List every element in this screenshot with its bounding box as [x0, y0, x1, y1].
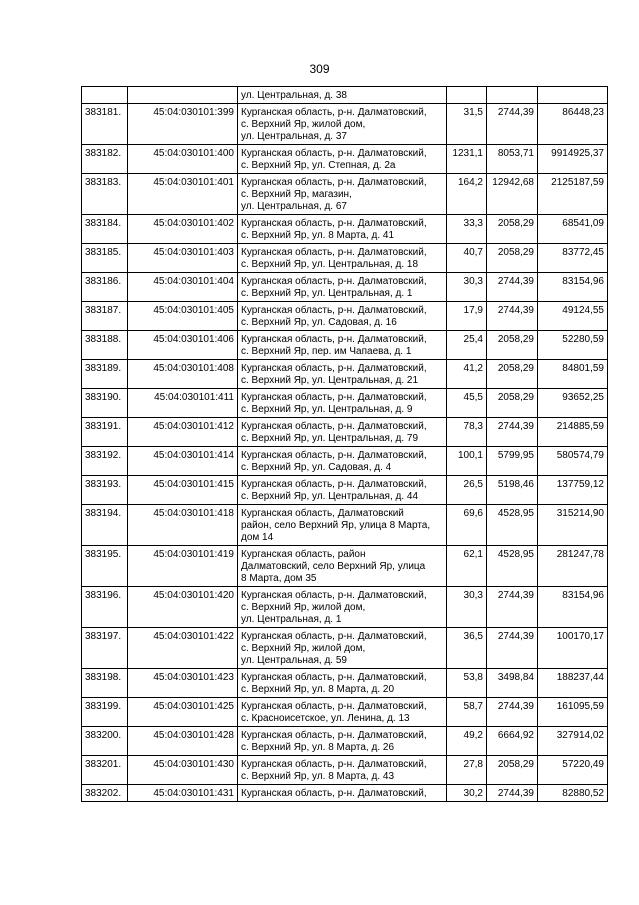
table-row — [82, 587, 608, 628]
cadastral-number-cell: 45:04:030101:418 — [128, 505, 238, 546]
unit-price-cell: 5799,95 — [487, 447, 538, 476]
cadastral-value-cell: 83154,96 — [538, 587, 608, 628]
cadastral-value-cell: 188237,44 — [538, 669, 608, 698]
unit-price-cell: 6664,92 — [487, 727, 538, 756]
cadastral-number-cell: 45:04:030101:414 — [128, 447, 238, 476]
row-number-cell: 383188. — [82, 331, 128, 360]
address-cell: Курганская область, р-н. Далматовский, с. Верхний Яр, магазин, ул. Центральная, д. 67 — [238, 174, 447, 215]
area-cell: 27,8 — [447, 756, 487, 785]
row-number-cell: 383181. — [82, 104, 128, 145]
unit-price-cell: 2744,39 — [487, 698, 538, 727]
unit-price-cell: 3498,84 — [487, 669, 538, 698]
address-cell: Курганская область, р-н. Далматовский, с. Верхний Яр, ул. Садовая, д. 16 — [238, 302, 447, 331]
cadastral-value-cell: 281247,78 — [538, 546, 608, 587]
cadastral-number-cell: 45:04:030101:412 — [128, 418, 238, 447]
row-number-cell: 383197. — [82, 628, 128, 669]
unit-price-cell: 8053,71 — [487, 145, 538, 174]
cadastral-number-cell: 45:04:030101:400 — [128, 145, 238, 174]
cadastral-value-cell: 327914,02 — [538, 727, 608, 756]
row-number-cell: 383190. — [82, 389, 128, 418]
area-cell: 30,2 — [447, 785, 487, 802]
cadastral-value-cell: 86448,23 — [538, 104, 608, 145]
area-cell: 41,2 — [447, 360, 487, 389]
row-number-cell: 383186. — [82, 273, 128, 302]
address-cell: Курганская область, р-н. Далматовский, с. Верхний Яр, ул. 8 Марта, д. 43 — [238, 756, 447, 785]
table-row — [82, 727, 608, 756]
cadastral-value-cell: 49124,55 — [538, 302, 608, 331]
cadastral-number-cell: 45:04:030101:423 — [128, 669, 238, 698]
unit-price-cell: 2058,29 — [487, 360, 538, 389]
cadastral-number-cell: 45:04:030101:428 — [128, 727, 238, 756]
table-row — [82, 174, 608, 215]
row-number-cell: 383200. — [82, 727, 128, 756]
address-cell: Курганская область, р-н. Далматовский, с. Верхний Яр, ул. Степная, д. 2а — [238, 145, 447, 174]
area-cell: 26,5 — [447, 476, 487, 505]
table-row — [82, 418, 608, 447]
table-row — [82, 546, 608, 587]
address-cell: Курганская область, р-н. Далматовский, с. Верхний Яр, жилой дом, ул. Центральная, д. 1 — [238, 587, 447, 628]
row-number-cell: 383195. — [82, 546, 128, 587]
cadastral-number-cell: 45:04:030101:419 — [128, 546, 238, 587]
table-row — [82, 476, 608, 505]
page-number: 309 — [309, 62, 330, 76]
area-cell: 30,3 — [447, 587, 487, 628]
cadastral-value-cell — [538, 87, 608, 104]
table-row — [82, 331, 608, 360]
cadastral-number-cell: 45:04:030101:406 — [128, 331, 238, 360]
table-row — [82, 447, 608, 476]
address-cell: Курганская область, Далматовский район, село Верхний Яр, улица 8 Марта, дом 14 — [238, 505, 447, 546]
area-cell: 31,5 — [447, 104, 487, 145]
unit-price-cell: 2058,29 — [487, 331, 538, 360]
area-cell: 62,1 — [447, 546, 487, 587]
address-cell: Курганская область, р-н. Далматовский, с. Верхний Яр, ул. Центральная, д. 18 — [238, 244, 447, 273]
table-body — [82, 87, 608, 802]
table-row — [82, 669, 608, 698]
area-cell: 36,5 — [447, 628, 487, 669]
unit-price-cell: 2744,39 — [487, 418, 538, 447]
cadastral-value-cell: 315214,90 — [538, 505, 608, 546]
unit-price-cell: 2058,29 — [487, 389, 538, 418]
area-cell: 58,7 — [447, 698, 487, 727]
table-row — [82, 628, 608, 669]
unit-price-cell: 2744,39 — [487, 273, 538, 302]
area-cell: 40,7 — [447, 244, 487, 273]
address-cell: Курганская область, р-н. Далматовский, с. Верхний Яр, ул. Центральная, д. 9 — [238, 389, 447, 418]
area-cell: 25,4 — [447, 331, 487, 360]
area-cell: 45,5 — [447, 389, 487, 418]
cadastral-value-cell: 83772,45 — [538, 244, 608, 273]
cadastral-number-cell: 45:04:030101:405 — [128, 302, 238, 331]
address-cell: Курганская область, р-н. Далматовский, с. Верхний Яр, ул. Центральная, д. 44 — [238, 476, 447, 505]
cadastral-number-cell: 45:04:030101:401 — [128, 174, 238, 215]
cadastral-value-cell: 57220,49 — [538, 756, 608, 785]
cadastral-value-cell: 83154,96 — [538, 273, 608, 302]
cadastral-value-cell: 93652,25 — [538, 389, 608, 418]
unit-price-cell: 4528,95 — [487, 546, 538, 587]
table-row — [82, 273, 608, 302]
unit-price-cell: 4528,95 — [487, 505, 538, 546]
row-number-cell: 383202. — [82, 785, 128, 802]
row-number-cell: 383198. — [82, 669, 128, 698]
cadastral-value-cell: 161095,59 — [538, 698, 608, 727]
address-cell: Курганская область, р-н. Далматовский, с. Верхний Яр, пер. им Чапаева, д. 1 — [238, 331, 447, 360]
cadastral-value-cell: 68541,09 — [538, 215, 608, 244]
cadastral-number-cell: 45:04:030101:411 — [128, 389, 238, 418]
area-cell: 69,6 — [447, 505, 487, 546]
address-cell: Курганская область, р-н. Далматовский, с. Верхний Яр, ул. Центральная, д. 21 — [238, 360, 447, 389]
cadastral-number-cell: 45:04:030101:422 — [128, 628, 238, 669]
row-number-cell: 383184. — [82, 215, 128, 244]
area-cell — [447, 87, 487, 104]
address-cell: Курганская область, р-н. Далматовский, с. Верхний Яр, ул. Садовая, д. 4 — [238, 447, 447, 476]
address-cell: Курганская область, р-н. Далматовский, с. Верхний Яр, ул. Центральная, д. 79 — [238, 418, 447, 447]
row-number-cell: 383199. — [82, 698, 128, 727]
area-cell: 49,2 — [447, 727, 487, 756]
table-row — [82, 360, 608, 389]
cadastral-value-cell: 100170,17 — [538, 628, 608, 669]
table-row — [82, 698, 608, 727]
table-row — [82, 244, 608, 273]
row-number-cell — [82, 87, 128, 104]
cadastral-number-cell: 45:04:030101:408 — [128, 360, 238, 389]
row-number-cell: 383189. — [82, 360, 128, 389]
area-cell: 100,1 — [447, 447, 487, 476]
cadastral-value-cell: 2125187,59 — [538, 174, 608, 215]
cadastral-number-cell — [128, 87, 238, 104]
row-number-cell: 383192. — [82, 447, 128, 476]
address-cell: ул. Центральная, д. 38 — [238, 87, 447, 104]
row-number-cell: 383196. — [82, 587, 128, 628]
row-number-cell: 383183. — [82, 174, 128, 215]
cadastral-number-cell: 45:04:030101:430 — [128, 756, 238, 785]
address-cell: Курганская область, р-н. Далматовский, с. Верхний Яр, ул. 8 Марта, д. 26 — [238, 727, 447, 756]
area-cell: 53,8 — [447, 669, 487, 698]
area-cell: 30,3 — [447, 273, 487, 302]
row-number-cell: 383194. — [82, 505, 128, 546]
area-cell: 33,3 — [447, 215, 487, 244]
cadastral-number-cell: 45:04:030101:431 — [128, 785, 238, 802]
row-number-cell: 383187. — [82, 302, 128, 331]
address-cell: Курганская область, р-н. Далматовский, с. Верхний Яр, ул. Центральная, д. 1 — [238, 273, 447, 302]
address-cell: Курганская область, р-н. Далматовский, — [238, 785, 447, 802]
cadastral-value-cell: 214885,59 — [538, 418, 608, 447]
table-row — [82, 505, 608, 546]
address-cell: Курганская область, р-н. Далматовский, с. Верхний Яр, ул. 8 Марта, д. 41 — [238, 215, 447, 244]
unit-price-cell: 2744,39 — [487, 587, 538, 628]
table-row — [82, 785, 608, 802]
unit-price-cell: 5198,46 — [487, 476, 538, 505]
unit-price-cell: 2744,39 — [487, 628, 538, 669]
cadastral-value-cell: 9914925,37 — [538, 145, 608, 174]
row-number-cell: 383182. — [82, 145, 128, 174]
table-row — [82, 145, 608, 174]
cadastral-number-cell: 45:04:030101:425 — [128, 698, 238, 727]
cadastral-number-cell: 45:04:030101:420 — [128, 587, 238, 628]
cadastral-value-cell: 82880,52 — [538, 785, 608, 802]
table-row — [82, 104, 608, 145]
area-cell: 1231,1 — [447, 145, 487, 174]
table-row — [82, 87, 608, 104]
cadastral-value-cell: 137759,12 — [538, 476, 608, 505]
area-cell: 17,9 — [447, 302, 487, 331]
cadastral-value-cell: 52280,59 — [538, 331, 608, 360]
address-cell: Курганская область, р-н. Далматовский, с. Верхний Яр, жилой дом, ул. Центральная, д. 37 — [238, 104, 447, 145]
row-number-cell: 383193. — [82, 476, 128, 505]
row-number-cell: 383201. — [82, 756, 128, 785]
property-registry-table — [81, 86, 608, 802]
address-cell: Курганская область, р-н. Далматовский, с. Красноисетское, ул. Ленина, д. 13 — [238, 698, 447, 727]
address-cell: Курганская область, р-н. Далматовский, с. Верхний Яр, жилой дом, ул. Центральная, д. 59 — [238, 628, 447, 669]
table-row — [82, 756, 608, 785]
area-cell: 78,3 — [447, 418, 487, 447]
cadastral-number-cell: 45:04:030101:402 — [128, 215, 238, 244]
cadastral-number-cell: 45:04:030101:403 — [128, 244, 238, 273]
table-row — [82, 215, 608, 244]
cadastral-value-cell: 580574,79 — [538, 447, 608, 476]
table-row — [82, 389, 608, 418]
cadastral-number-cell: 45:04:030101:415 — [128, 476, 238, 505]
row-number-cell: 383185. — [82, 244, 128, 273]
unit-price-cell: 2058,29 — [487, 215, 538, 244]
unit-price-cell: 2058,29 — [487, 756, 538, 785]
address-cell: Курганская область, р-н. Далматовский, с. Верхний Яр, ул. 8 Марта, д. 20 — [238, 669, 447, 698]
unit-price-cell: 2744,39 — [487, 302, 538, 331]
cadastral-value-cell: 84801,59 — [538, 360, 608, 389]
cadastral-number-cell: 45:04:030101:404 — [128, 273, 238, 302]
row-number-cell: 383191. — [82, 418, 128, 447]
unit-price-cell: 2058,29 — [487, 244, 538, 273]
address-cell: Курганская область, район Далматовский, село Верхний Яр, улица 8 Марта, дом 35 — [238, 546, 447, 587]
cadastral-number-cell: 45:04:030101:399 — [128, 104, 238, 145]
unit-price-cell — [487, 87, 538, 104]
unit-price-cell: 2744,39 — [487, 785, 538, 802]
unit-price-cell: 12942,68 — [487, 174, 538, 215]
table-row — [82, 302, 608, 331]
area-cell: 164,2 — [447, 174, 487, 215]
unit-price-cell: 2744,39 — [487, 104, 538, 145]
